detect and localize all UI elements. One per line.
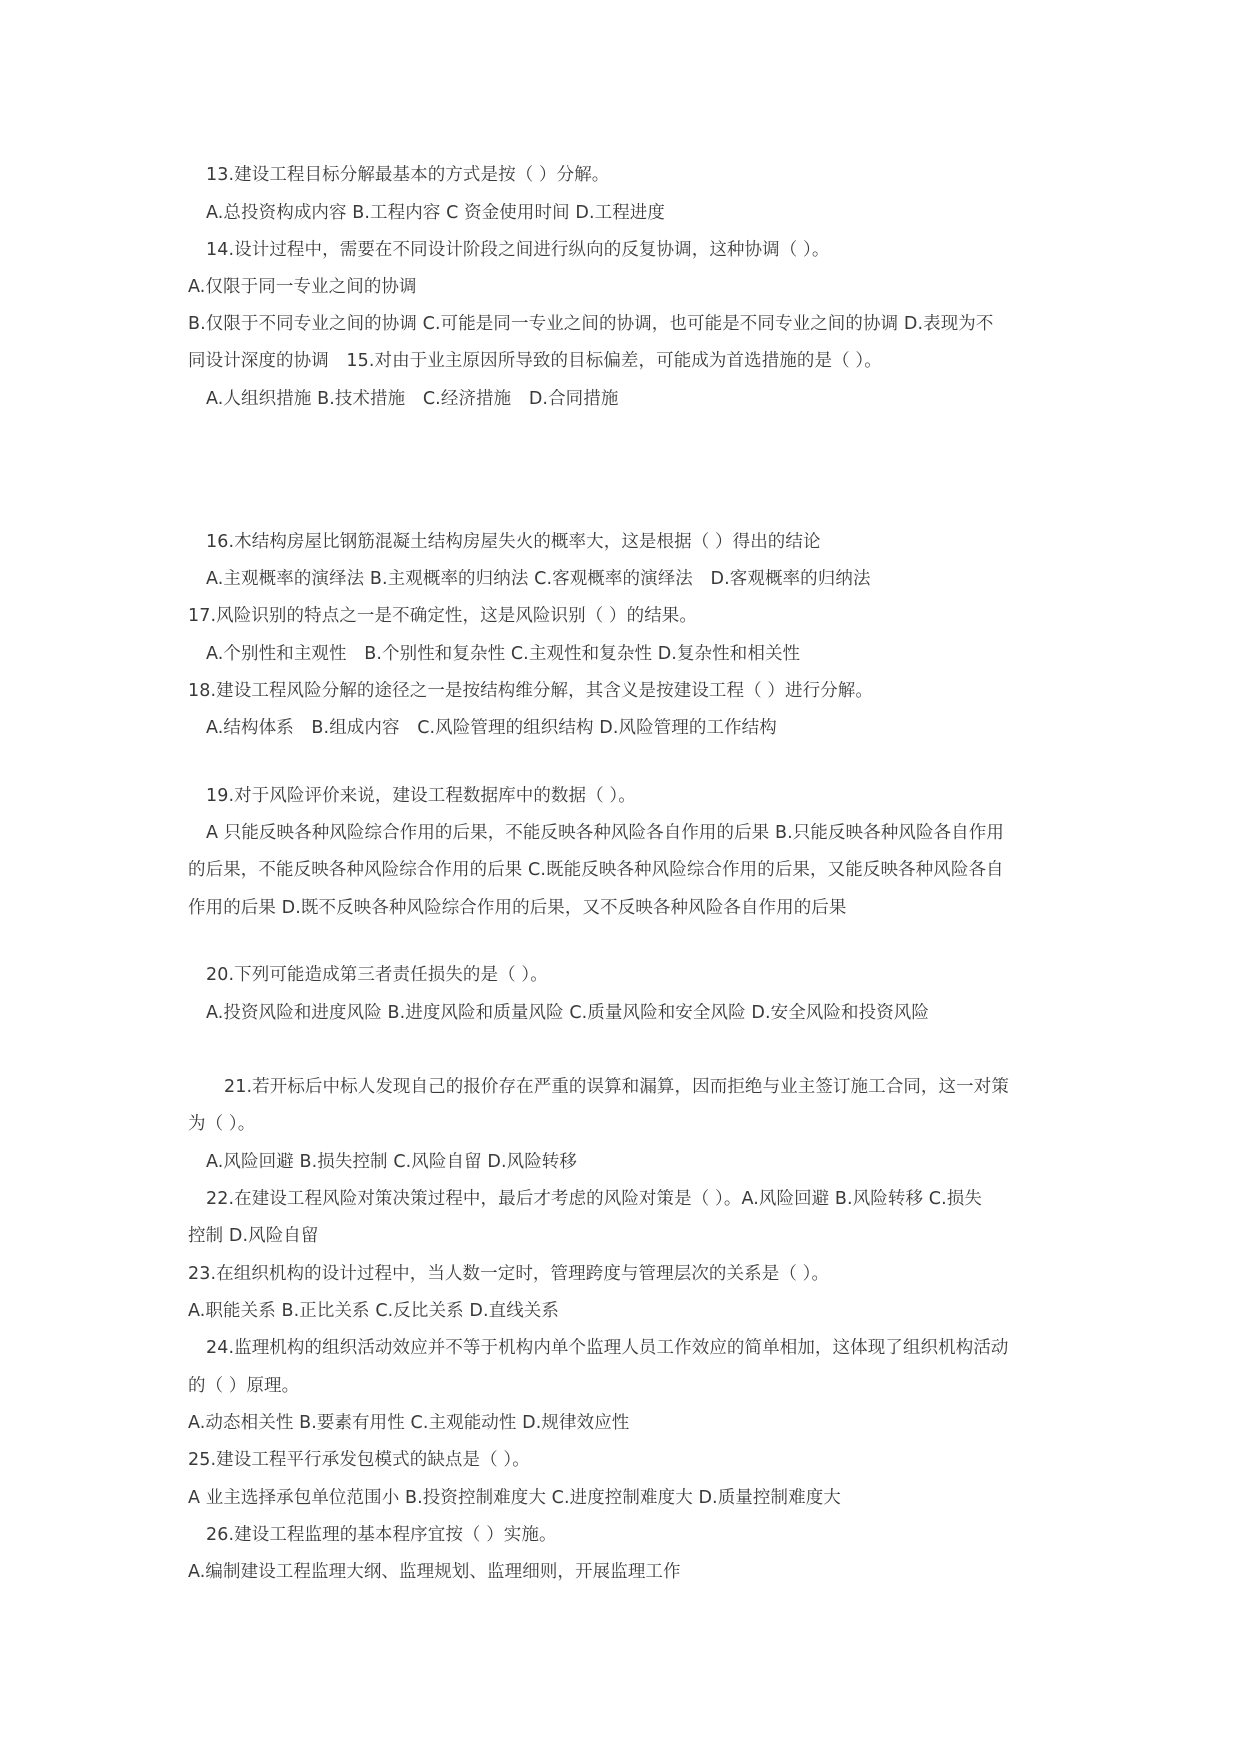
question-21: 21.若开标后中标人发现自己的报价存在严重的误算和漏算，因而拒绝与业主签订施工合同，这一对策 xyxy=(224,1077,1009,1097)
question-25: 25.建设工程平行承发包模式的缺点是（ ）。 xyxy=(188,1450,530,1470)
question-17-options: A.个别性和主观性 B.个别性和复杂性 C.主观性和复杂性 D.复杂性和相关性 xyxy=(206,644,801,664)
question-24-options: A.动态相关性 B.要素有用性 C.主观能动性 D.规律效应性 xyxy=(188,1413,630,1433)
question-19: 19.对于风险评价来说，建设工程数据库中的数据（ ）。 xyxy=(206,786,636,806)
question-19-options-line3: 作用的后果 D.既不反映各种风险综合作用的后果，又不反映各种风险各自作用的后果 xyxy=(188,898,847,918)
question-21-cont: 为（ ）。 xyxy=(188,1114,256,1134)
question-20: 20.下列可能造成第三者责任损失的是（ ）。 xyxy=(206,965,548,985)
question-14: 14.设计过程中，需要在不同设计阶段之间进行纵向的反复协调，这种协调（ ）。 xyxy=(206,240,830,260)
question-24: 24.监理机构的组织活动效应并不等于机构内单个监理人员工作效应的简单相加，这体现了组织机构活动 xyxy=(206,1338,1009,1358)
question-21-options: A.风险回避 B.损失控制 C.风险自留 D.风险转移 xyxy=(206,1152,578,1172)
question-23-options: A.职能关系 B.正比关系 C.反比关系 D.直线关系 xyxy=(188,1301,560,1321)
question-17: 17.风险识别的特点之一是不确定性，这是风险识别（ ）的结果。 xyxy=(188,606,697,626)
question-16-options: A.主观概率的演绎法 B.主观概率的归纳法 C.客观概率的演绎法 D.客观概率的归纳法 xyxy=(206,569,871,589)
question-19-options-line1: A 只能反映各种风险综合作用的后果，不能反映各种风险各自作用的后果 B.只能反映各种风险各自作用 xyxy=(206,823,1004,843)
question-26-option-a: A.编制建设工程监理大纲、监理规划、监理细则，开展监理工作 xyxy=(188,1562,681,1582)
question-13-options: A.总投资构成内容 B.工程内容 C 资金使用时间 D.工程进度 xyxy=(206,203,666,223)
question-18-options: A.结构体系 B.组成内容 C.风险管理的组织结构 D.风险管理的工作结构 xyxy=(206,718,777,738)
question-13: 13.建设工程目标分解最基本的方式是按（ ）分解。 xyxy=(206,165,610,185)
question-25-options: A 业主选择承包单位范围小 B.投资控制难度大 C.进度控制难度大 D.质量控制难度大 xyxy=(188,1488,841,1508)
question-15-options: A.人组织措施 B.技术措施 C.经济措施 D.合同措施 xyxy=(206,389,619,409)
question-24-cont: 的（ ）原理。 xyxy=(188,1376,300,1396)
question-20-options: A.投资风险和进度风险 B.进度风险和质量风险 C.质量风险和安全风险 D.安全风险和投资风险 xyxy=(206,1003,929,1023)
question-15: 同设计深度的协调 15.对由于业主原因所导致的目标偏差，可能成为首选措施的是（ ）。 xyxy=(188,351,882,371)
question-26: 26.建设工程监理的基本程序宜按（ ）实施。 xyxy=(206,1525,557,1545)
question-22-cont: 控制 D.风险自留 xyxy=(188,1226,319,1246)
question-18: 18.建设工程风险分解的途径之一是按结构维分解，其含义是按建设工程（ ）进行分解。 xyxy=(188,681,873,701)
question-14-options-cont: B.仅限于不同专业之间的协调 C.可能是同一专业之间的协调，也可能是不同专业之间的协调 D.表现为不 xyxy=(188,314,994,334)
question-19-options-line2: 的后果，不能反映各种风险综合作用的后果 C.既能反映各种风险综合作用的后果，又能反映各种风险各自 xyxy=(188,860,1004,880)
question-22: 22.在建设工程风险对策决策过程中，最后才考虑的风险对策是（ ）。A.风险回避 B.风险转移 C.损失 xyxy=(206,1189,982,1209)
question-14-option-a: A.仅限于同一专业之间的协调 xyxy=(188,277,417,297)
question-23: 23.在组织机构的设计过程中，当人数一定时，管理跨度与管理层次的关系是（ ）。 xyxy=(188,1264,830,1284)
question-16: 16.木结构房屋比钢筋混凝土结构房屋失火的概率大，这是根据（ ）得出的结论 xyxy=(206,532,821,552)
